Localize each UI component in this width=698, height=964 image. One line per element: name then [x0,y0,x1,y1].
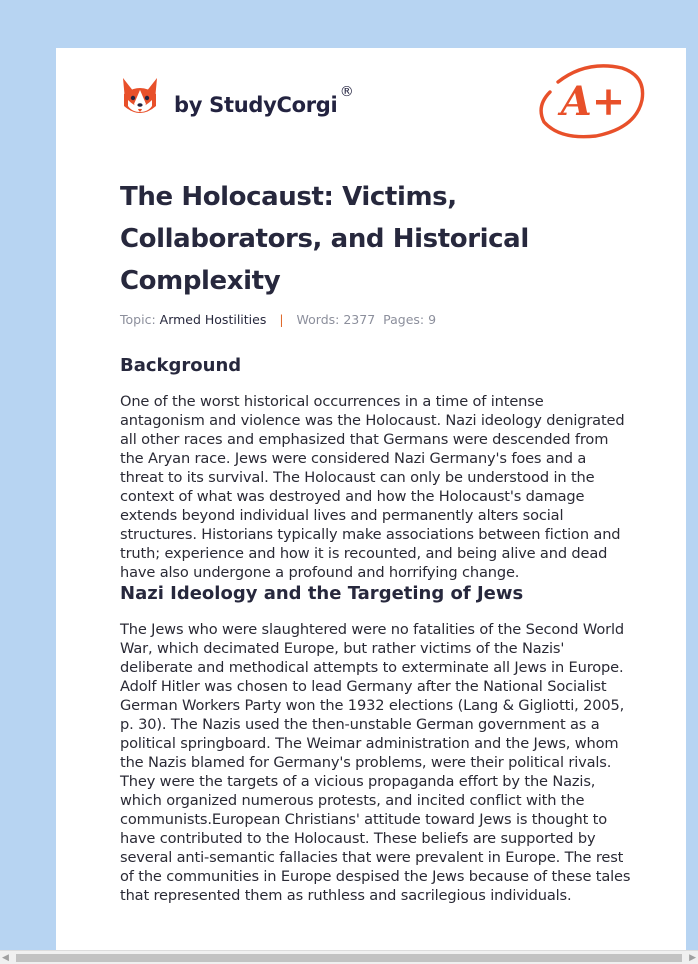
scroll-right-arrow-icon[interactable]: ▶ [689,953,696,963]
section-heading-background: Background [120,355,242,376]
brand-logo[interactable] [120,76,354,120]
word-count: Words: 2377 [296,312,376,327]
registered-mark: ® [339,84,354,100]
page-count: Pages: 9 [383,312,437,327]
scrollbar-thumb[interactable] [16,954,682,962]
section-paragraph-background: One of the worst historical occurrences in a time of intense antagonism and violence was the Holocaust. Nazi ideology denigrated all other races and emphasized that Germans were descended from the Aryan race. Jews were considered Nazi Germany's foes and a threat to its survival. The Holocaust can only be understood in the context of what was destroyed and how the Holocaust's damage extends beyond individual lives and permanently alters social structures. Historians typically make associations between fiction and truth; experience and how it is recounted, and being alive and dead have also undergone a profound and horrifying change. [120,393,625,581]
horizontal-scrollbar[interactable] [0,950,698,964]
a-plus-grade-icon [538,60,648,142]
document-meta [120,312,436,327]
grade-badge [538,60,648,146]
document-body [120,354,632,905]
brand-name: by StudyCorgi ® [174,84,354,117]
document-page [56,48,686,951]
svg-text:A+: A+ [560,78,626,125]
scroll-left-arrow-icon[interactable]: ◀ [2,953,9,963]
document-title: The Holocaust: Victims, Collaborators, and Historical Complexity [120,182,529,296]
topic-link[interactable]: Armed Hostilities [159,312,267,327]
corgi-logo-icon [120,76,160,120]
meta-separator: | [279,312,284,327]
section-paragraph-nazi-ideology: The Jews who were slaughtered were no fatalities of the Second World War, which decimated Europe, but rather victims of the Nazis' deliberate and methodical attempts to exterminate all Jews in Europe. Adolf Hitler was chosen to lead Germany after the National Socialist German Workers Party won the 1932 elections (Lang & Gigliotti, 2005, p. 30). The Nazis used the then-unstable German government as a political springboard. The Weimar administration and the Jews, whom the Nazis blamed for Germany's problems, were their political rivals. They were the targets of a vicious propaganda effort by the Nazis, which organized numerous protests, and incited conflict with the communists.European Christians' attitude toward Jews is thought to have contributed to the Holocaust. These beliefs are supported by several anti-semantic fallacies that were prevalent in Europe. The rest of the communities in Europe despised the Jews because of these tales that represented them as ruthless and sacrilegious individuals. [120,621,631,904]
section-heading-nazi-ideology: Nazi Ideology and the Targeting of Jews [120,583,524,604]
topic-label: Topic: [120,312,156,327]
